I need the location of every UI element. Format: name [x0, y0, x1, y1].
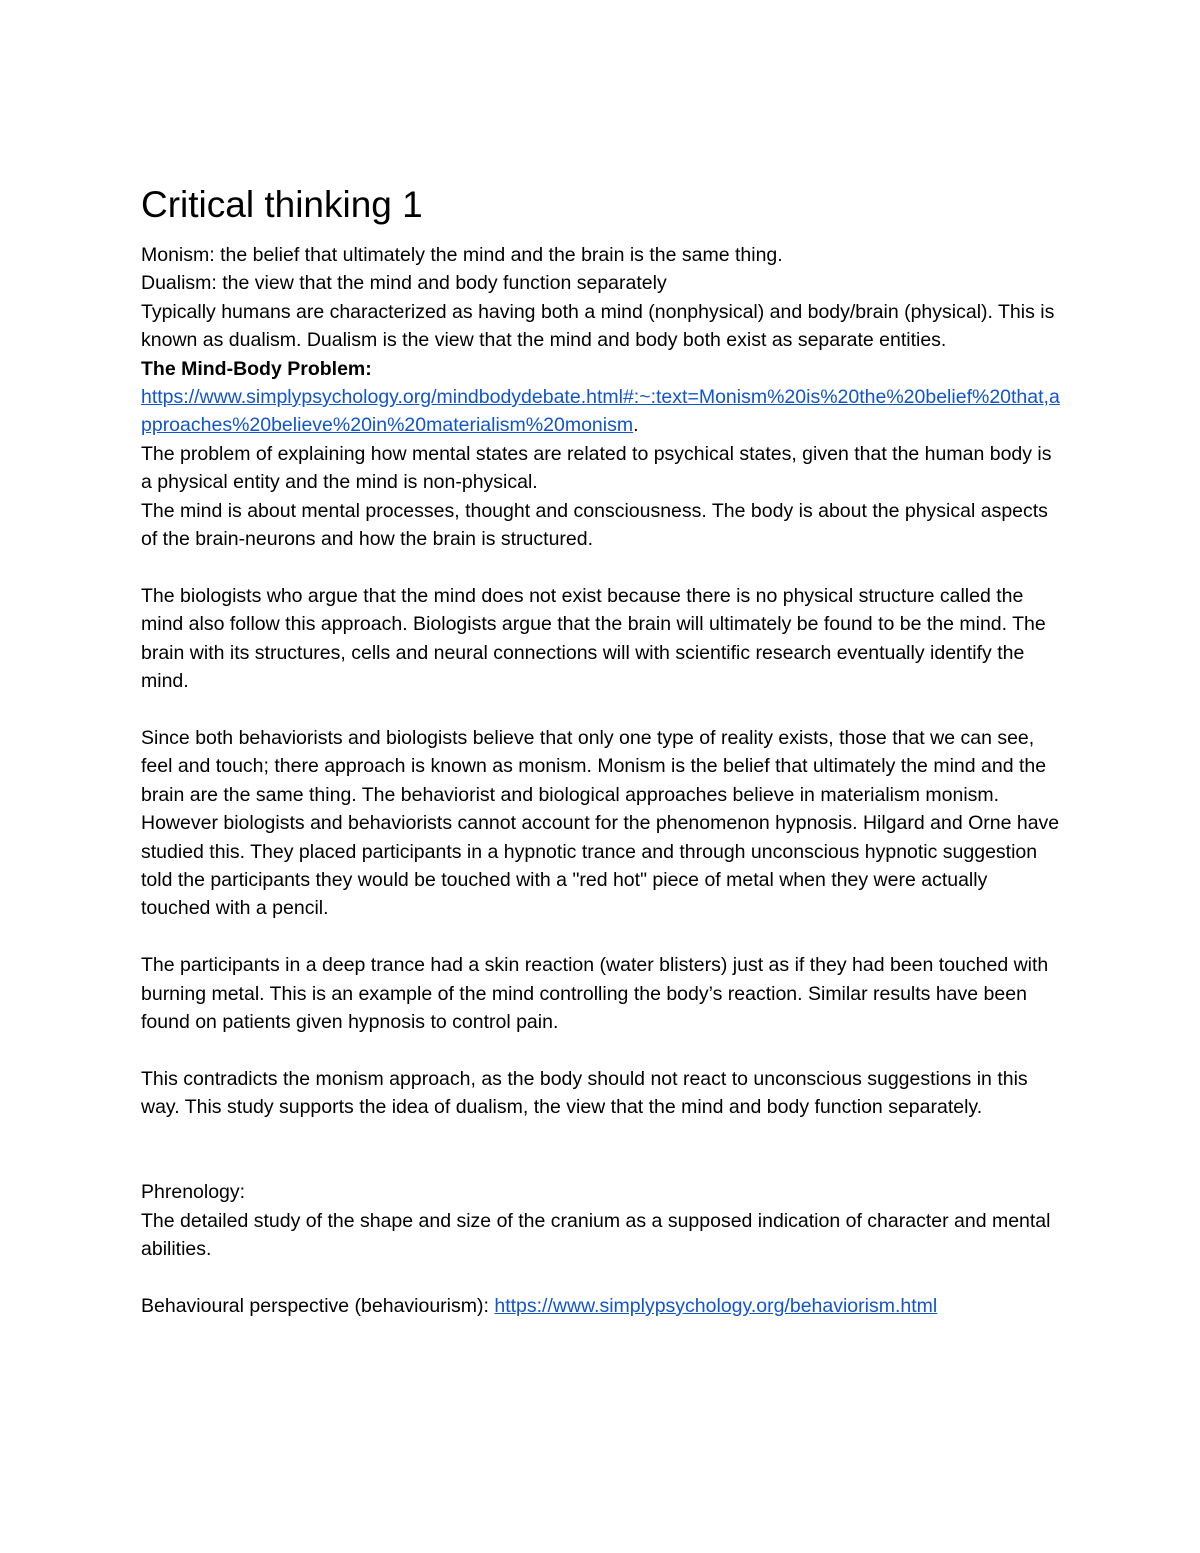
- spacer: [141, 1264, 1061, 1292]
- behavioural-label: Behavioural perspective (behaviourism):: [141, 1294, 495, 1317]
- document-title: Critical thinking 1: [141, 184, 423, 225]
- contradicts-paragraph: This contradicts the monism approach, as the body should not react to unconscious suggestions in this way. This study supports the idea of dualism, the view that the mind and body function separately.: [141, 1067, 1028, 1119]
- behaviorism-link[interactable]: https://www.simplypsychology.org/behaviorism.html: [494, 1294, 938, 1317]
- mind-body-link-line: [141, 383, 1061, 440]
- phrenology-heading: Phrenology:: [141, 1181, 246, 1204]
- spacer: [141, 553, 1061, 581]
- typically-paragraph: Typically humans are characterized as having both a mind (nonphysical) and body/brain (physical). This is known as dualism. Dualism is the view that the mind and body both exist as separate entities.: [141, 300, 1055, 352]
- participants-paragraph: The participants in a deep trance had a skin reaction (water blisters) just as if they had been touched with burning metal. This is an example of the mind controlling the body’s reaction. Similar results have been found on patients given hypnosis to control pain.: [141, 954, 1049, 1033]
- spacer: [141, 923, 1061, 951]
- since-paragraph: Since both behaviorists and biologists believe that only one type of reality exists, those that we can see, feel and touch; there approach is known as monism. Monism is the belief that ultimately the mind and the brain are the same thing. The behaviorist and biological approaches believe in materialism monism.: [141, 726, 1047, 806]
- mind-body-link-period: .: [633, 414, 639, 437]
- dualism-definition: Dualism: the view that the mind and body function separately: [141, 272, 667, 295]
- mind-body-link[interactable]: https://www.simplypsychology.org/mindbodydebate.html#:~:text=Monism%20is%20the%20belief%20that,approaches%20believe%20in%20materialism%20monism: [141, 386, 1060, 437]
- document-body: [141, 183, 1061, 1320]
- mind-body-heading: The Mind-Body Problem:: [141, 357, 372, 380]
- biologists-paragraph: The biologists who argue that the mind does not exist because there is no physical structure called the mind also follow this approach. Biologists argue that the brain will ultimately be found to be the mind. The brain with its structures, cells and neural connections will with scientific research eventually identify the mind.: [141, 584, 1046, 693]
- mind-about-paragraph: The mind is about mental processes, thought and consciousness. The body is about the physical aspects of the brain-neurons and how the brain is structured.: [141, 499, 1048, 551]
- spacer: [141, 1122, 1061, 1179]
- spacer: [141, 1036, 1061, 1064]
- monism-definition: Monism: the belief that ultimately the mind and the brain is the same thing.: [141, 244, 783, 266]
- however-paragraph: However biologists and behaviorists cannot account for the phenomenon hypnosis. Hilgard and Orne have studied this. They placed participants in a hypnotic trance and through unconscious hypnotic suggestion told the participants they would be touched with a "red hot" piece of metal when they were actually touched with a pencil.: [141, 812, 1060, 920]
- spacer: [141, 695, 1061, 723]
- phrenology-paragraph: The detailed study of the shape and size of the cranium as a supposed indication of character and mental abilities.: [141, 1209, 1051, 1261]
- behavioural-line: [141, 1292, 1061, 1320]
- problem-paragraph: The problem of explaining how mental states are related to psychical states, given that the human body is a physical entity and the mind is non-physical.: [141, 442, 1052, 494]
